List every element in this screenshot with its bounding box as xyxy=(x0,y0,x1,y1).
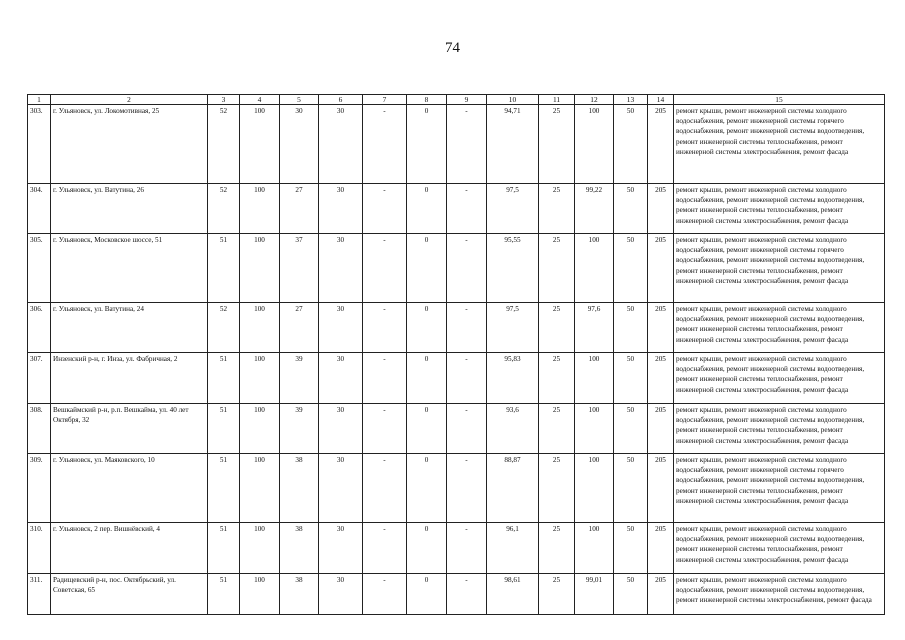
value-cell-12: 100 xyxy=(575,404,614,454)
value-cell-11: 25 xyxy=(539,105,575,184)
value-cell-3: 52 xyxy=(208,303,240,353)
row-index: 307. xyxy=(28,353,51,404)
value-cell-12: 100 xyxy=(575,353,614,404)
housing-repair-table xyxy=(27,94,885,615)
value-cell-3: 51 xyxy=(208,454,240,523)
value-cell-13: 50 xyxy=(614,184,648,234)
address-cell: Вешкаймский р-н, р.п. Вешкайма, ул. 40 лет Октября, 32 xyxy=(51,404,208,454)
value-cell-9: - xyxy=(447,353,487,404)
address-cell: г. Ульяновск, ул. Маяковского, 10 xyxy=(51,454,208,523)
value-cell-7: - xyxy=(363,105,407,184)
row-index: 305. xyxy=(28,234,51,303)
value-cell-5: 38 xyxy=(280,454,319,523)
value-cell-13: 50 xyxy=(614,105,648,184)
value-cell-10: 97,5 xyxy=(487,184,539,234)
table-row xyxy=(28,454,885,523)
value-cell-12: 100 xyxy=(575,454,614,523)
value-cell-7: - xyxy=(363,404,407,454)
value-cell-9: - xyxy=(447,454,487,523)
address-cell: Радищевский р-н, пос. Октябрьский, ул. Советская, 65 xyxy=(51,574,208,615)
repair-works-cell: ремонт крыши, ремонт инженерной системы холодного водоснабжения, ремонт инженерной системы горячего водоснабжения, ремонт инженерной системы водоотведения, ремонт инженерной системы теплоснабжения, ремонт инженерной системы электроснабжения, ремонт фасада xyxy=(674,105,885,184)
value-cell-4: 100 xyxy=(240,303,280,353)
col-header-11: 11 xyxy=(539,95,575,105)
value-cell-11: 25 xyxy=(539,234,575,303)
value-cell-5: 27 xyxy=(280,184,319,234)
value-cell-14: 205 xyxy=(648,184,674,234)
value-cell-6: 30 xyxy=(319,303,363,353)
address-cell: г. Ульяновск, ул. Ватутина, 24 xyxy=(51,303,208,353)
col-header-15: 15 xyxy=(674,95,885,105)
value-cell-11: 25 xyxy=(539,404,575,454)
repair-works-cell: ремонт крыши, ремонт инженерной системы холодного водоснабжения, ремонт инженерной системы водоотведения, ремонт инженерной системы теплоснабжения, ремонт инженерной системы электроснабжения, ремонт фасада xyxy=(674,303,885,353)
repair-works-cell: ремонт крыши, ремонт инженерной системы холодного водоснабжения, ремонт инженерной системы водоотведения, ремонт инженерной системы теплоснабжения, ремонт инженерной системы электроснабжения, ремонт фасада xyxy=(674,353,885,404)
value-cell-4: 100 xyxy=(240,184,280,234)
repair-works-cell: ремонт крыши, ремонт инженерной системы холодного водоснабжения, ремонт инженерной системы водоотведения, ремонт инженерной системы теплоснабжения, ремонт инженерной системы электроснабжения, ремонт фасада xyxy=(674,184,885,234)
value-cell-14: 205 xyxy=(648,404,674,454)
row-index: 306. xyxy=(28,303,51,353)
value-cell-13: 50 xyxy=(614,454,648,523)
value-cell-4: 100 xyxy=(240,404,280,454)
value-cell-8: 0 xyxy=(407,184,447,234)
column-number-row xyxy=(28,95,885,105)
value-cell-5: 39 xyxy=(280,353,319,404)
value-cell-12: 100 xyxy=(575,523,614,574)
value-cell-9: - xyxy=(447,184,487,234)
value-cell-6: 30 xyxy=(319,574,363,615)
value-cell-11: 25 xyxy=(539,574,575,615)
address-cell: г. Ульяновск, ул. Ватутина, 26 xyxy=(51,184,208,234)
value-cell-8: 0 xyxy=(407,234,447,303)
value-cell-4: 100 xyxy=(240,105,280,184)
value-cell-4: 100 xyxy=(240,353,280,404)
value-cell-13: 50 xyxy=(614,523,648,574)
col-header-14: 14 xyxy=(648,95,674,105)
table-row xyxy=(28,234,885,303)
value-cell-6: 30 xyxy=(319,234,363,303)
value-cell-10: 94,71 xyxy=(487,105,539,184)
value-cell-7: - xyxy=(363,234,407,303)
value-cell-11: 25 xyxy=(539,454,575,523)
value-cell-10: 98,61 xyxy=(487,574,539,615)
page-number: 74 xyxy=(445,40,460,56)
repair-works-cell: ремонт крыши, ремонт инженерной системы холодного водоснабжения, ремонт инженерной системы водоотведения, ремонт инженерной системы теплоснабжения, ремонт инженерной системы электроснабжения, ремонт фасада xyxy=(674,404,885,454)
repair-works-cell: ремонт крыши, ремонт инженерной системы холодного водоснабжения, ремонт инженерной системы горячего водоснабжения, ремонт инженерной системы водоотведения, ремонт инженерной системы теплоснабжения, ремонт инженерной системы электроснабжения, ремонт фасада xyxy=(674,454,885,523)
value-cell-3: 51 xyxy=(208,353,240,404)
row-index: 311. xyxy=(28,574,51,615)
row-index: 309. xyxy=(28,454,51,523)
value-cell-7: - xyxy=(363,303,407,353)
value-cell-12: 99,22 xyxy=(575,184,614,234)
value-cell-11: 25 xyxy=(539,303,575,353)
value-cell-8: 0 xyxy=(407,303,447,353)
value-cell-8: 0 xyxy=(407,523,447,574)
address-cell: Инзенский р-н, г. Инза, ул. Фабричная, 2 xyxy=(51,353,208,404)
value-cell-4: 100 xyxy=(240,234,280,303)
row-index: 308. xyxy=(28,404,51,454)
table-row xyxy=(28,105,885,184)
value-cell-14: 205 xyxy=(648,454,674,523)
value-cell-9: - xyxy=(447,234,487,303)
col-header-1: 1 xyxy=(28,95,51,105)
value-cell-9: - xyxy=(447,105,487,184)
value-cell-3: 51 xyxy=(208,234,240,303)
col-header-13: 13 xyxy=(614,95,648,105)
value-cell-10: 93,6 xyxy=(487,404,539,454)
value-cell-7: - xyxy=(363,574,407,615)
value-cell-10: 97,5 xyxy=(487,303,539,353)
value-cell-6: 30 xyxy=(319,105,363,184)
col-header-9: 9 xyxy=(447,95,487,105)
value-cell-10: 88,87 xyxy=(487,454,539,523)
value-cell-8: 0 xyxy=(407,105,447,184)
address-cell: г. Ульяновск, Московское шоссе, 51 xyxy=(51,234,208,303)
value-cell-11: 25 xyxy=(539,353,575,404)
value-cell-7: - xyxy=(363,454,407,523)
value-cell-4: 100 xyxy=(240,454,280,523)
value-cell-9: - xyxy=(447,404,487,454)
value-cell-3: 52 xyxy=(208,184,240,234)
value-cell-6: 30 xyxy=(319,404,363,454)
value-cell-13: 50 xyxy=(614,404,648,454)
value-cell-7: - xyxy=(363,523,407,574)
row-index: 304. xyxy=(28,184,51,234)
col-header-8: 8 xyxy=(407,95,447,105)
col-header-6: 6 xyxy=(319,95,363,105)
value-cell-9: - xyxy=(447,523,487,574)
value-cell-14: 205 xyxy=(648,574,674,615)
value-cell-9: - xyxy=(447,574,487,615)
value-cell-13: 50 xyxy=(614,574,648,615)
value-cell-8: 0 xyxy=(407,454,447,523)
value-cell-5: 37 xyxy=(280,234,319,303)
value-cell-3: 51 xyxy=(208,574,240,615)
value-cell-5: 38 xyxy=(280,574,319,615)
value-cell-10: 96,1 xyxy=(487,523,539,574)
col-header-7: 7 xyxy=(363,95,407,105)
repair-works-cell: ремонт крыши, ремонт инженерной системы холодного водоснабжения, ремонт инженерной системы водоотведения, ремонт инженерной системы теплоснабжения, ремонт инженерной системы электроснабжения, ремонт фасада xyxy=(674,523,885,574)
col-header-12: 12 xyxy=(575,95,614,105)
value-cell-12: 97,6 xyxy=(575,303,614,353)
value-cell-6: 30 xyxy=(319,353,363,404)
repair-works-cell: ремонт крыши, ремонт инженерной системы холодного водоснабжения, ремонт инженерной системы горячего водоснабжения, ремонт инженерной системы водоотведения, ремонт инженерной системы теплоснабжения, ремонт инженерной системы электроснабжения, ремонт фасада xyxy=(674,234,885,303)
col-header-2: 2 xyxy=(51,95,208,105)
value-cell-4: 100 xyxy=(240,574,280,615)
value-cell-14: 205 xyxy=(648,105,674,184)
value-cell-5: 39 xyxy=(280,404,319,454)
value-cell-12: 99,01 xyxy=(575,574,614,615)
value-cell-3: 51 xyxy=(208,404,240,454)
col-header-4: 4 xyxy=(240,95,280,105)
value-cell-11: 25 xyxy=(539,184,575,234)
value-cell-7: - xyxy=(363,353,407,404)
value-cell-10: 95,83 xyxy=(487,353,539,404)
value-cell-8: 0 xyxy=(407,404,447,454)
value-cell-13: 50 xyxy=(614,303,648,353)
value-cell-14: 205 xyxy=(648,523,674,574)
table-row xyxy=(28,523,885,574)
value-cell-5: 38 xyxy=(280,523,319,574)
value-cell-8: 0 xyxy=(407,574,447,615)
value-cell-9: - xyxy=(447,303,487,353)
value-cell-6: 30 xyxy=(319,454,363,523)
value-cell-7: - xyxy=(363,184,407,234)
value-cell-13: 50 xyxy=(614,234,648,303)
value-cell-6: 30 xyxy=(319,523,363,574)
value-cell-14: 205 xyxy=(648,303,674,353)
repair-works-cell: ремонт крыши, ремонт инженерной системы холодного водоснабжения, ремонт инженерной системы водоотведения, ремонт инженерной системы электроснабжения, ремонт фасада xyxy=(674,574,885,615)
row-index: 310. xyxy=(28,523,51,574)
col-header-3: 3 xyxy=(208,95,240,105)
value-cell-6: 30 xyxy=(319,184,363,234)
value-cell-4: 100 xyxy=(240,523,280,574)
value-cell-3: 51 xyxy=(208,523,240,574)
table-row xyxy=(28,184,885,234)
value-cell-3: 52 xyxy=(208,105,240,184)
address-cell: г. Ульяновск, 2 пер. Вишнёвский, 4 xyxy=(51,523,208,574)
table-row xyxy=(28,353,885,404)
value-cell-5: 30 xyxy=(280,105,319,184)
row-index: 303. xyxy=(28,105,51,184)
value-cell-8: 0 xyxy=(407,353,447,404)
col-header-10: 10 xyxy=(487,95,539,105)
value-cell-5: 27 xyxy=(280,303,319,353)
address-cell: г. Ульяновск, ул. Локомотивная, 25 xyxy=(51,105,208,184)
value-cell-13: 50 xyxy=(614,353,648,404)
value-cell-10: 95,55 xyxy=(487,234,539,303)
col-header-5: 5 xyxy=(280,95,319,105)
value-cell-12: 100 xyxy=(575,234,614,303)
value-cell-12: 100 xyxy=(575,105,614,184)
value-cell-11: 25 xyxy=(539,523,575,574)
table-row xyxy=(28,404,885,454)
table-row xyxy=(28,303,885,353)
table-row xyxy=(28,574,885,615)
value-cell-14: 205 xyxy=(648,234,674,303)
value-cell-14: 205 xyxy=(648,353,674,404)
